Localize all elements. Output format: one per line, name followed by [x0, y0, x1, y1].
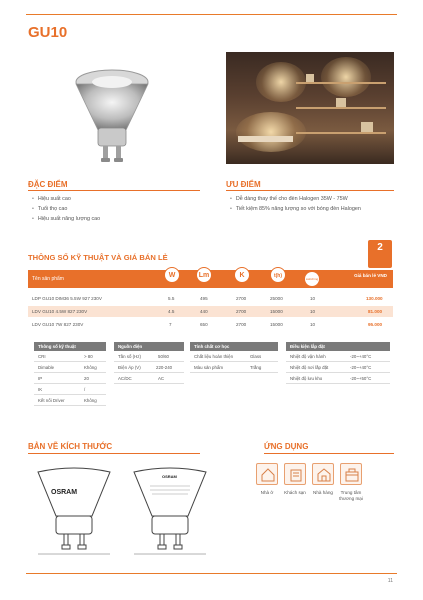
- spec-heading: THÔNG SỐ KỸ THUẬT VÀ GIÁ BÁN LẺ: [28, 253, 168, 262]
- spec-label: Tần số (Hz): [118, 354, 141, 359]
- advantages-rule: [226, 190, 394, 191]
- product-name: LDV GU10 4.5W 827 230V: [32, 309, 88, 314]
- advantage-item: • Tiết kiệm 85% năng lượng so với bóng đèn Halogen: [230, 204, 361, 214]
- hotel-icon: [284, 463, 306, 485]
- feature-item: • Hiệu suất cao: [32, 194, 100, 204]
- price-value: 130.000: [366, 296, 383, 301]
- advantages-list: [230, 194, 361, 214]
- spec-value: -20~+50°C: [350, 376, 372, 381]
- bottom-rule: [26, 573, 397, 574]
- features-list: [32, 194, 100, 224]
- spec-value: Không: [84, 365, 97, 370]
- table-row: [190, 362, 278, 373]
- col-product-label: Tên sản phẩm: [32, 276, 64, 282]
- restaurant-icon: [312, 463, 334, 485]
- drawing-rule: [28, 453, 200, 454]
- osram-label-logo: OSRAM: [162, 474, 177, 479]
- kelvin-value: 2700: [236, 296, 247, 301]
- switching-value: 10: [310, 322, 316, 327]
- kelvin-icon: K: [234, 267, 250, 283]
- product-name: LDP GU10 DIM36 5.5W 927 230V: [32, 296, 102, 301]
- applications-rule: [264, 453, 394, 454]
- application-label: Khách sạn: [284, 490, 306, 495]
- watt-value: 4.5: [168, 309, 175, 314]
- warranty-badge: [368, 240, 392, 268]
- spec-value: 50/60: [158, 354, 169, 359]
- spec-label: Điện Áp (V): [118, 365, 141, 370]
- spec-label: Dimable: [38, 365, 55, 370]
- spec-value: /: [84, 387, 86, 392]
- lumen-value: 495: [200, 296, 208, 301]
- spec-value: Không: [84, 398, 97, 403]
- lifetime-value: 15000: [270, 322, 283, 327]
- table-row: [114, 373, 184, 384]
- spec-label: Màu sản phẩm: [194, 365, 224, 370]
- tech-specs-table: [34, 342, 106, 406]
- table-row: [28, 319, 393, 330]
- drawing-heading: BẢN VẼ KÍCH THƯỚC: [28, 442, 113, 451]
- spec-value: 220-240: [156, 365, 173, 370]
- switching-value: 10: [310, 309, 316, 314]
- spec-value: -20~+40°C: [350, 354, 372, 359]
- features-heading: ĐẶC ĐIỂM: [28, 180, 68, 189]
- spec-header-band: [28, 270, 393, 288]
- application-label: Nhà ở: [260, 490, 274, 495]
- power-table: [114, 342, 184, 384]
- spec-label: Nhiệt độ vận hành: [290, 354, 326, 359]
- installation-table: [286, 342, 390, 384]
- spec-value: -20~+40°C: [350, 365, 372, 370]
- lifetime-value: 25000: [270, 296, 283, 301]
- feature-item: • Tuổi thọ cao: [32, 204, 100, 214]
- table-row: [34, 395, 106, 406]
- spec-label: Kết nối Driver: [38, 398, 65, 403]
- spec-label: Chất liệu hoàn thiện: [194, 354, 234, 359]
- advantages-heading: ƯU ĐIỂM: [226, 180, 261, 189]
- spec-value: AC: [158, 376, 165, 381]
- lumen-value: 440: [200, 309, 208, 314]
- table-row: [286, 373, 390, 384]
- spec-label: IK: [38, 387, 43, 392]
- spec-value: 20: [84, 376, 89, 381]
- lumen-value: 650: [200, 322, 208, 327]
- application-label: Nhà hàng: [313, 490, 333, 495]
- application-label: Trung tâm thương mại: [339, 490, 363, 501]
- feature-item: • Hiệu suất năng lượng cao: [32, 214, 100, 224]
- spec-label: Nhiệt độ nơi lắp đặt: [290, 365, 329, 370]
- switching-icon: switching: [305, 272, 319, 286]
- applications-heading: ỨNG DỤNG: [264, 442, 309, 451]
- lifetime-icon: t(h): [270, 267, 286, 283]
- price-value: 81.000: [368, 309, 383, 314]
- table-row: [286, 362, 390, 373]
- switching-value: 10: [310, 296, 316, 301]
- table-row: [34, 384, 106, 395]
- table-row: [190, 351, 278, 362]
- mall-icon: [340, 463, 362, 485]
- spec-value: Trắng: [250, 365, 262, 370]
- mechanical-heading: Tính chất cơ học: [190, 342, 278, 351]
- shop-interior-photo: [226, 52, 394, 164]
- spec-label: CRI: [38, 354, 46, 359]
- watt-value: 7: [169, 322, 172, 327]
- table-row: [28, 293, 393, 304]
- installation-heading: Điều kiện lắp đặt: [286, 342, 390, 351]
- lifetime-value: 15000: [270, 309, 283, 314]
- table-row: [114, 351, 184, 362]
- page-title: GU10: [28, 24, 68, 41]
- advantage-item: • Dễ dàng thay thế cho đèn Halogen 35W - 75W: [230, 194, 361, 204]
- table-row: [34, 362, 106, 373]
- spec-label: Nhiệt độ lưu kho: [290, 376, 323, 381]
- page-number: 11: [387, 578, 393, 584]
- osram-logo: OSRAM: [51, 489, 78, 496]
- spec-label: IP: [38, 376, 43, 381]
- warranty-number: 2: [377, 242, 383, 253]
- col-price-label: Giá bán lẻ VND: [354, 273, 387, 278]
- product-name: LDV GU10 7W 827 230V: [32, 322, 84, 327]
- watt-value: 5.5: [168, 296, 175, 301]
- label-view-drawing: [130, 466, 210, 558]
- home-icon: [256, 463, 278, 485]
- mechanical-table: [190, 342, 278, 373]
- power-heading: Nguồn điện: [114, 342, 184, 351]
- watt-icon: W: [164, 267, 180, 283]
- lamp-image: [60, 60, 170, 170]
- price-value: 95.000: [368, 322, 383, 327]
- table-row: [34, 373, 106, 384]
- table-row: [114, 362, 184, 373]
- top-rule: [26, 14, 397, 15]
- side-view-drawing: [34, 466, 114, 558]
- table-row: [286, 351, 390, 362]
- table-row: [34, 351, 106, 362]
- kelvin-value: 2700: [236, 309, 247, 314]
- kelvin-value: 2700: [236, 322, 247, 327]
- table-row: [28, 306, 393, 317]
- spec-value: > 80: [84, 354, 93, 359]
- spec-label: AC/DC: [118, 376, 132, 381]
- features-rule: [28, 190, 200, 191]
- spec-value: Glass: [250, 354, 262, 359]
- lumen-icon: Lm: [196, 267, 212, 283]
- tech-specs-heading: Thông số kỹ thuật: [34, 342, 106, 351]
